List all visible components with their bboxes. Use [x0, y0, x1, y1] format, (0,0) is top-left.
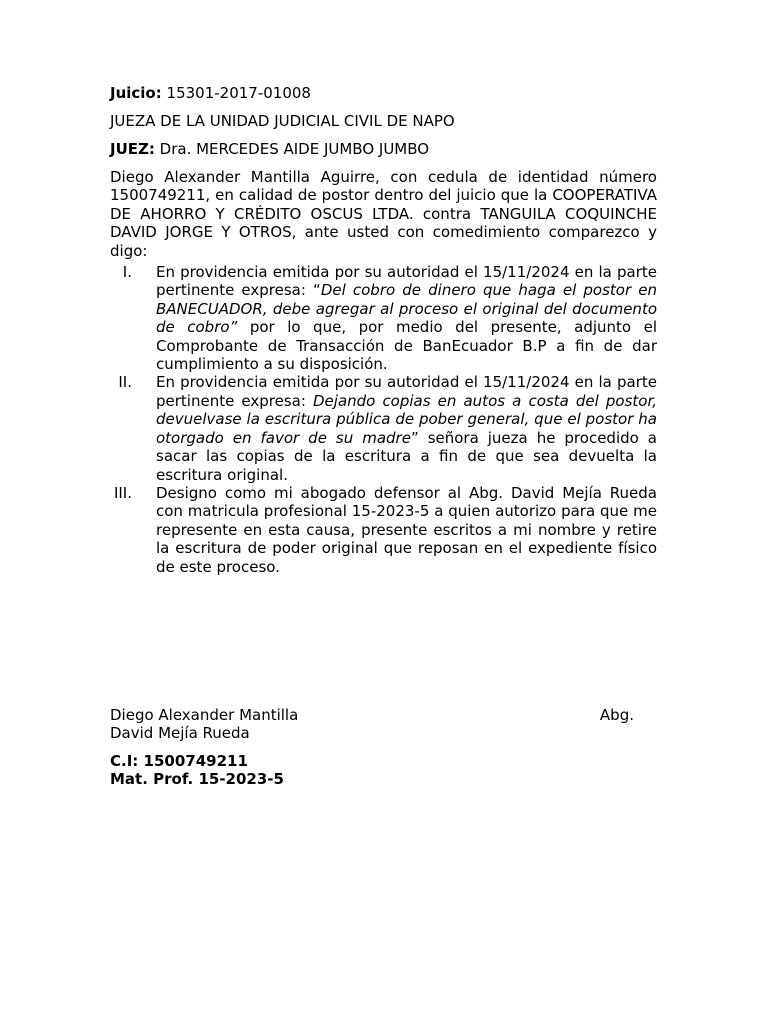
lawyer-registration: Mat. Prof. 15-2023-5 — [110, 770, 284, 788]
list-item — [110, 484, 657, 576]
signature-names-row — [110, 706, 634, 725]
judge-line — [110, 140, 657, 159]
lawyer-title: Abg. — [599, 706, 634, 724]
list-item — [110, 373, 657, 483]
item-text: En providencia emitida por su autoridad el 15/11/2024 en la parte pertinente expresa: “ — [156, 263, 657, 300]
signer-id-number: C.I: 1500749211 — [110, 752, 248, 770]
court-name: JUEZA DE LA UNIDAD JUDICIAL CIVIL DE NAPO — [110, 112, 455, 130]
judge-name: Dra. MERCEDES AIDE JUMBO JUMBO — [159, 140, 430, 158]
list-numeral: I. — [122, 263, 132, 282]
item-text: Designo como mi abogado defensor al Abg. David Mejía Rueda con matricula profesional 15-2023-5 a quien autorizo para que me represente en esta causa, presente escritos a mi nombre y retire la escritura de poder original que reposan en el expediente físico de este proceso. — [156, 483, 657, 576]
list-numeral: II. — [118, 373, 132, 392]
case-number-line — [110, 84, 657, 103]
numbered-list — [110, 263, 657, 576]
lawyer-name: David Mejía Rueda — [110, 724, 250, 742]
signer-name: Diego Alexander Mantilla — [110, 706, 299, 724]
list-item — [110, 263, 657, 373]
item-quote: Dejando copias en autos a costa del postor, devuelvase la escritura pública de pober general, que el postor ha otorgado en favor de su madre — [156, 391, 657, 447]
judge-label: JUEZ: — [110, 140, 155, 158]
item-text-end: por lo que, por medio del presente, adjunto el Comprobante de Transacción de BanEcuador B.P a fin de dar cumplimiento a su disposición. — [156, 318, 657, 374]
document-body — [110, 84, 657, 576]
item-quote: Del cobro de dinero que haga el postor en BANECUADOR, debe agregar al proceso el original del documento de cobro” — [156, 281, 657, 337]
item-text: En providencia emitida por su autoridad el 15/11/2024 en la parte pertinente expresa: — [156, 373, 657, 410]
case-number-value: 15301-2017-01008 — [166, 84, 311, 102]
case-number-label: Juicio: — [110, 84, 162, 102]
item-text-end: ” señora jueza he procedido a sacar las copias de la escritura a fin de que sea devuelta la escritura original. — [156, 428, 657, 484]
intro-paragraph: Diego Alexander Mantilla Aguirre, con cedula de identidad número 1500749211, en calidad de postor dentro del juicio que la COOPERATIVA DE AHORRO Y CRÉDITO OSCUS LTDA. contra TANGUILA COQUINCHE DAVID JORGE Y OTROS, ante usted con comedimiento comparezco y digo: — [110, 168, 657, 260]
list-numeral: III. — [113, 483, 132, 502]
